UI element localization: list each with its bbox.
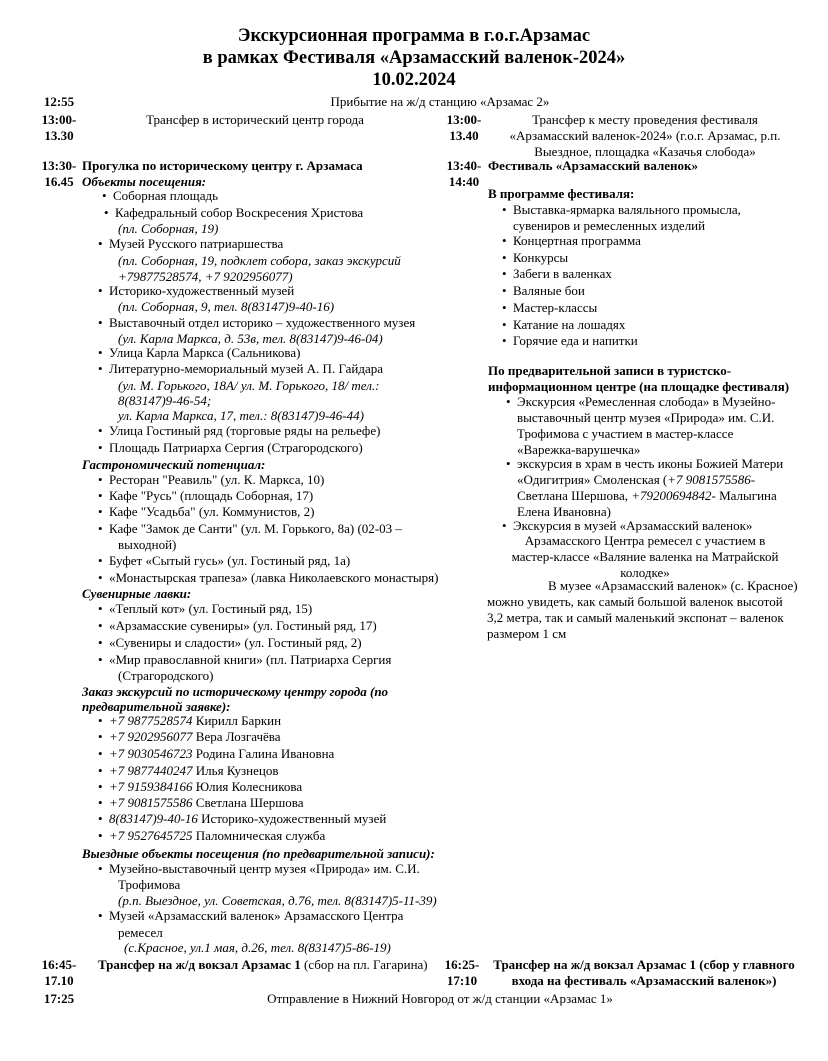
list-item: • Соборная площадь: [113, 188, 218, 205]
fest-time-start: 13:40-: [446, 158, 482, 173]
list-item: • «Сувениры и сладости» (ул. Гостиный ряд, 2): [109, 635, 362, 652]
arrival-time: 12:55: [43, 94, 75, 109]
list-item-cont: выставочный центр музея «Природа» им. С.И.: [517, 410, 775, 425]
list-item-cont: ремесел: [118, 925, 163, 940]
museum-text-3: 3,2 метра, так и самый маленький экспонат – валенок: [487, 610, 784, 625]
list-item: • Горячие еда и напитки: [513, 333, 638, 350]
list-item-cont: Трофимова: [118, 877, 181, 892]
left-return-rest: (сбор на пл. Гагарина): [300, 957, 428, 972]
prereg-heading-2: информационном центре (на площадке фестиваля): [488, 379, 790, 394]
left-return-text: [98, 957, 428, 974]
prereg-text: «Одигитрия» Смоленская (: [517, 472, 668, 487]
prereg-name: Светлана Шершова,: [517, 488, 632, 503]
right-transfer-time-end: 13.40: [449, 128, 479, 143]
contact-name: Светлана Шершова: [195, 795, 304, 810]
right-transfer-line-3: Выездное, площадка «Казачья слобода»: [534, 144, 756, 159]
list-item: • Экскурсия «Ремесленная слобода» в Музейно-: [517, 394, 775, 411]
right-transfer-line-2: «Арзамасский валенок-2024» (г.о.г. Арзамас, р.п.: [509, 128, 781, 143]
list-item: • Историко-художественный музей: [109, 283, 294, 300]
prereg-phone: +7 9081575586-: [667, 472, 756, 487]
title-line-1: Экскурсионная программа в г.о.г.Арзамас: [237, 26, 591, 46]
list-item: • Кафе "Русь" (площадь Соборная, 17): [109, 488, 313, 505]
souvenir-heading: Сувенирные лавки:: [82, 586, 192, 601]
fest-time-end: 14:40: [448, 174, 480, 189]
list-item-cont: (Страгородского): [118, 668, 214, 683]
left-transfer-time-start: 13:00-: [41, 112, 77, 127]
prereg-phone: +79200694842-: [631, 488, 716, 503]
list-item: • Литературно-мемориальный музей А. П. Гайдара: [109, 361, 383, 378]
right-return-time-start: 16:25-: [444, 957, 480, 972]
contact-name: Кирилл Баркин: [195, 713, 282, 728]
title-line-2: в рамках Фестиваля «Арзамасский валенок-2024»: [202, 48, 626, 68]
title-date: 10.02.2024: [372, 70, 456, 90]
list-item: • Конкурсы: [513, 250, 568, 267]
right-transfer-time-start: 13:00-: [446, 112, 482, 127]
list-item-cont: [517, 488, 777, 505]
list-item: • Валяные бои: [513, 283, 585, 300]
contact-item: [109, 795, 304, 812]
order-heading-1: Заказ экскурсий по историческому центру города (по: [82, 684, 389, 699]
list-item: • «Теплый кот» (ул. Гостиный ряд, 15): [109, 601, 312, 618]
walk-title: Прогулка по историческому центру г. Арзамаса: [82, 158, 363, 173]
list-item-cont: колодке»: [620, 565, 670, 580]
list-item-cont: [517, 472, 755, 489]
departure-time: 17:25: [43, 991, 75, 1006]
list-item-cont: выходной): [118, 537, 177, 552]
list-item: • Катание на лошадях: [513, 317, 625, 334]
list-item-note: 8(83147)9-46-54;: [118, 393, 212, 408]
list-item-note: (пл. Соборная, 19, подклет собора, заказ экскурсий: [118, 253, 401, 268]
list-item-cont: мастер-классе «Валяние валенка на Матрайской: [511, 549, 779, 564]
list-item: • Кафе "Замок де Санти" (ул. М. Горького, 8а) (02-03 –: [109, 521, 402, 538]
walk-time-start: 13:30-: [41, 158, 77, 173]
contact-name: Паломническая служба: [195, 828, 326, 843]
contact-item: [109, 713, 281, 730]
list-item: • «Мир православной книги» (пл. Патриарха Сергия: [109, 652, 391, 669]
field-heading: Выездные объекты посещения (по предварительной записи):: [82, 846, 435, 861]
left-return-time-start: 16:45-: [41, 957, 77, 972]
list-item-note: (ул. Карла Маркса, д. 53в, тел. 8(83147)9-46-04): [118, 331, 383, 346]
list-item: • Экскурсия в музей «Арзамасский валенок»: [513, 518, 752, 535]
arrival-text: Прибытие на ж/д станцию «Арзамас 2»: [330, 94, 550, 109]
contact-name: Илья Кузнецов: [195, 763, 279, 778]
right-return-line-2: входа на фестиваль «Арзамасский валенок»): [511, 973, 777, 988]
list-item: • Кафе "Усадьба" (ул. Коммунистов, 2): [109, 504, 314, 521]
list-item: • Концертная программа: [513, 233, 641, 250]
walk-time-end: 16.45: [44, 174, 74, 189]
right-return-time-end: 17:10: [446, 973, 478, 988]
list-item: • «Арзамасские сувениры» (ул. Гостиный ряд, 17): [109, 618, 377, 635]
contact-item: [109, 811, 386, 828]
list-item-note: (с.Красное, ул.1 мая, д.26, тел. 8(83147)5-86-19): [124, 940, 391, 955]
left-return-bold: Трансфер на ж/д вокзал Арзамас 1: [98, 957, 301, 972]
departure-text: Отправление в Нижний Новгород от ж/д станции «Арзамас 1»: [267, 991, 613, 1006]
list-item: • Буфет «Сытый гусь» (ул. Гостиный ряд, 1а): [109, 553, 350, 570]
fest-title: Фестиваль «Арзамасский валенок»: [488, 158, 698, 173]
program-heading: В программе фестиваля:: [488, 186, 635, 201]
contact-item: [109, 779, 302, 796]
list-item: • Кафедральный собор Воскресения Христова: [115, 205, 363, 222]
left-transfer-text: Трансфер в исторический центр города: [146, 112, 364, 127]
list-item-note: ул. Карла Маркса, 17, тел.: 8(83147)9-46-44): [118, 408, 364, 423]
sights-heading: Объекты посещения:: [82, 174, 207, 189]
museum-text-4: размером 1 см: [487, 626, 567, 641]
list-item: • Музей «Арзамасский валенок» Арзамасского Центра: [109, 908, 403, 925]
list-item-note: (пл. Соборная, 19): [118, 221, 219, 236]
list-item: • Ресторан "Реавиль" (ул. К. Маркса, 10): [109, 472, 324, 489]
list-item: • Улица Гостиный ряд (торговые ряды на рельефе): [109, 423, 380, 440]
contact-phone: +7 9527645725: [109, 828, 193, 843]
contact-item: [109, 729, 281, 746]
list-item: • экскурсия в храм в честь иконы Божией Матери: [517, 456, 783, 473]
list-item-note: (пл. Соборная, 9, тел. 8(83147)9-40-16): [118, 299, 335, 314]
contact-phone: +7 9202956077: [109, 729, 193, 744]
list-item-cont: Елена Ивановна): [517, 504, 611, 519]
prereg-heading-1: По предварительной записи в туристско-: [488, 363, 732, 378]
contact-name: Юлия Колесникова: [195, 779, 303, 794]
right-transfer-line-1: Трансфер к месту проведения фестиваля: [532, 112, 758, 127]
list-item: • Выставка-ярмарка валяльного промысла,: [513, 202, 741, 219]
list-item-cont: сувениров и ремесленных изделий: [513, 218, 706, 233]
museum-text-1: В музее «Арзамасский валенок» (с. Красное): [548, 578, 798, 593]
list-item: • Музейно-выставочный центр музея «Природа» им. С.И.: [109, 861, 420, 878]
list-item: • Выставочный отдел историко – художественного музея: [109, 315, 415, 332]
list-item-cont: «Варежка-варушечка»: [517, 442, 641, 457]
list-item-note: +79877528574, +7 9202956077): [118, 269, 293, 284]
list-item: • Мастер-классы: [513, 300, 597, 317]
contact-item: [109, 828, 325, 845]
list-item: • Улица Карла Маркса (Сальникова): [109, 345, 300, 362]
list-item: • Площадь Патриарха Сергия (Страгородского): [109, 440, 363, 457]
list-item: • Музей Русского патриаршества: [109, 236, 283, 253]
list-item: • «Монастырская трапеза» (лавка Николаевского монастыря): [109, 570, 438, 587]
contact-name: Вера Лозгачёва: [195, 729, 281, 744]
prereg-name: Малыгина: [715, 488, 777, 503]
contact-name: Родина Галина Ивановна: [195, 746, 335, 761]
contact-phone: 8(83147)9-40-16: [109, 811, 198, 826]
list-item: • Забеги в валенках: [513, 266, 612, 283]
contact-phone: +7 9159384166: [109, 779, 193, 794]
contact-name: Историко-художественный музей: [201, 811, 387, 826]
contact-phone: +7 9877440247: [109, 763, 193, 778]
list-item-cont: Трофимова с участием в мастер-классе: [517, 426, 734, 441]
right-return-line-1: Трансфер на ж/д вокзал Арзамас 1 (сбор у главного: [493, 957, 795, 972]
order-heading-2: предварительной заявке):: [82, 699, 231, 714]
left-transfer-time-end: 13.30: [44, 128, 74, 143]
list-item-note: (р.п. Выездное, ул. Советская, д.76, тел. 8(83147)5-11-39): [118, 893, 437, 908]
museum-text-2: можно увидеть, как самый большой валенок высотой: [487, 594, 783, 609]
gastro-heading: Гастрономический потенциал:: [82, 457, 266, 472]
contact-phone: +7 9081575586: [109, 795, 193, 810]
contact-item: [109, 763, 278, 780]
contact-phone: +7 9030546723: [109, 746, 193, 761]
list-item-cont: Арзамасского Центра ремесел с участием в: [524, 533, 766, 548]
contact-item: [109, 746, 334, 763]
left-return-time-end: 17.10: [44, 973, 74, 988]
contact-phone: +7 9877528574: [109, 713, 193, 728]
list-item-note: (ул. М. Горького, 18А/ ул. М. Горького, 18/ тел.:: [118, 378, 380, 393]
